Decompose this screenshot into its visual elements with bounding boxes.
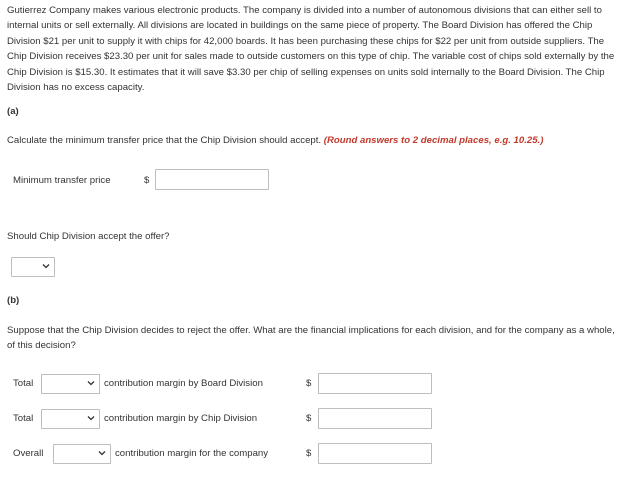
chip-division-margin-label: contribution margin by Chip Division [104,413,258,424]
row-prefix-label: Total [13,413,34,424]
chip-division-margin-input[interactable] [318,408,432,429]
accept-offer-select[interactable] [11,257,55,277]
part-b-question: Suppose that the Chip Division decides to reject the offer. What are the financial implications for each division, and for the company as a whole, of this decision? [7,325,615,352]
row-prefix-label: Overall [13,448,44,459]
board-division-margin-label: contribution margin by Board Division [104,378,263,389]
chip-division-change-select[interactable] [41,409,100,429]
part-a-question [7,133,543,148]
accept-offer-question: Should Chip Division accept the offer? [7,231,170,242]
chevron-down-icon [87,379,95,387]
company-change-select[interactable] [53,444,111,464]
min-transfer-price-label: Minimum transfer price [13,175,111,186]
chevron-down-icon [42,262,50,270]
rounding-instruction: (Round answers to 2 decimal places, e.g. 10.25.) [323,135,544,146]
currency-symbol: $ [144,175,150,186]
problem-statement: Gutierrez Company makes various electronic products. The company is divided into a number of autonomous divisions that can either sell to internal units or sell externally. All divisions are located in buildings on the same piece of property. The Board Division has offered the Chip Division $21 per unit to supply it with chips for 42,000 boards. It has been purchasing these chips for $22 per unit from outside suppliers. The Chip Division receives $23.30 per unit for sales made to outside customers on this type of chip. The variable cost of chips sold externally by the Chip Division is $15.30. It estimates that it will save $3.30 per chip of selling expenses on units sold internally to the Board Division. The Chip Division has no excess capacity. [7,5,615,94]
min-transfer-price-input[interactable] [155,169,269,190]
chevron-down-icon [98,449,106,457]
part-a-label: (a) [7,106,19,117]
part-a-question-text: Calculate the minimum transfer price that the Chip Division should accept. [7,135,322,146]
row-prefix-label: Total [13,378,34,389]
currency-symbol: $ [306,413,312,424]
chevron-down-icon [87,414,95,422]
part-b-label: (b) [7,295,20,306]
board-division-change-select[interactable] [41,374,100,394]
company-margin-input[interactable] [318,443,432,464]
currency-symbol: $ [306,378,312,389]
board-division-margin-input[interactable] [318,373,432,394]
currency-symbol: $ [306,448,312,459]
company-margin-label: contribution margin for the company [115,448,269,459]
